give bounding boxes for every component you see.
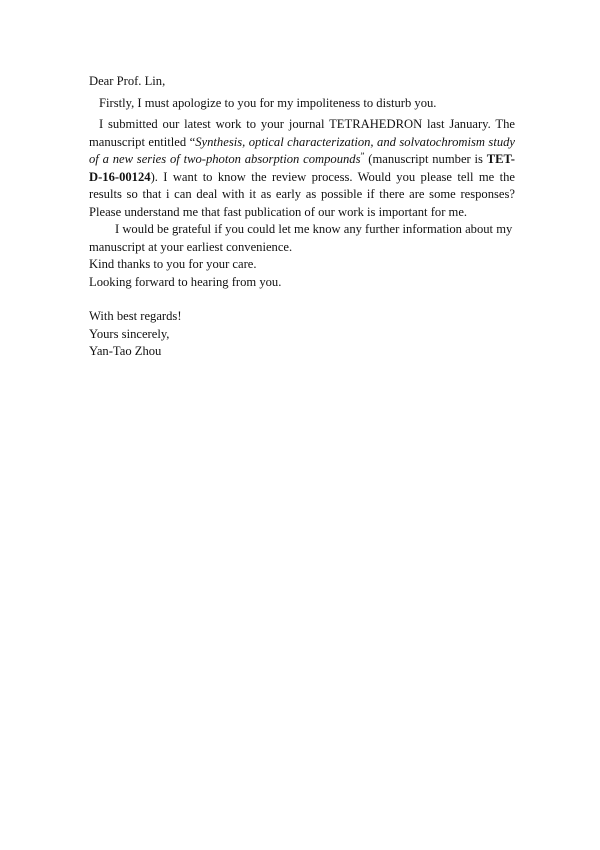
signature: Yan-Tao Zhou [89, 344, 162, 358]
grateful-paragraph: I would be grateful if you could let me know any further information about my manuscript at your earliest convenience. [89, 222, 513, 254]
looking-forward-line: Looking forward to hearing from you. [89, 274, 282, 289]
manuscript-number: TET-D-16-00124 [89, 152, 515, 184]
regards-line: With best regards! [89, 309, 182, 323]
apology-paragraph: Firstly, I must apologize to you for my impoliteness to disturb you. [99, 95, 437, 110]
letter-body [89, 73, 515, 361]
closing-line: Yours sincerely, [89, 326, 170, 341]
closing-quote-mark: ” [360, 151, 365, 161]
submission-paragraph [89, 116, 515, 221]
thanks-line: Kind thanks to you for your care. [89, 257, 257, 271]
salutation: Dear Prof. Lin, [89, 74, 166, 88]
submission-text-request: ). I want to know the review process. Would you please tell me the results so that i can deal with it as early as possible if there are some responses? Please understand me that fast publication of our work is important for me. [89, 169, 515, 219]
submission-text-number-label: (manuscript number is [364, 152, 487, 166]
manuscript-title: Synthesis, optical characterization, and solvatochromism study of a new series of two-photon absorption compounds [89, 134, 515, 166]
submission-text-intro: I submitted our latest work to your journal TETRAHEDRON last January. The manuscript entitled “ [89, 117, 515, 149]
blank-line [89, 291, 515, 308]
